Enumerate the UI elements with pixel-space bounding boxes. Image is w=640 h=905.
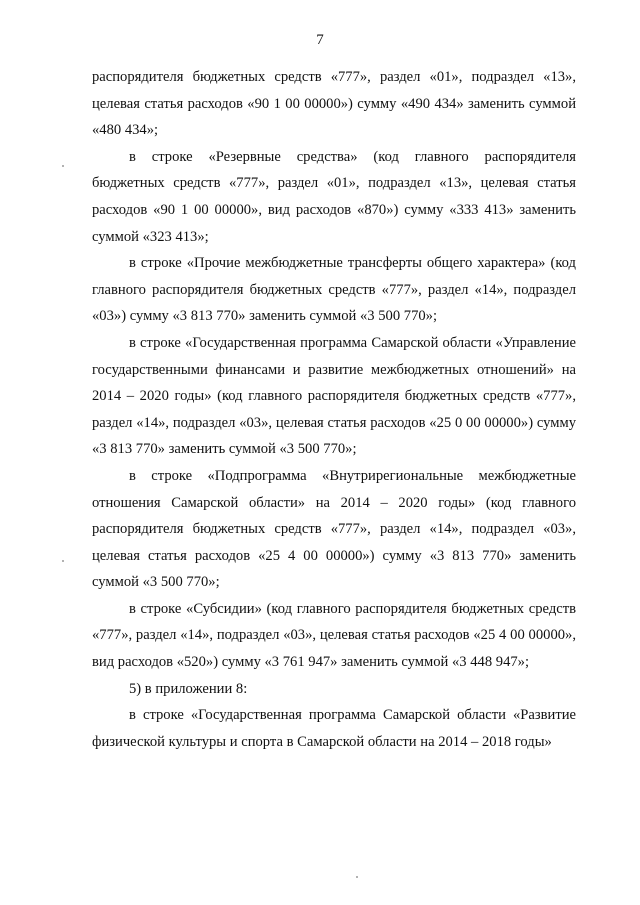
paragraph-reserve-funds: в строке «Резервные средства» (код главного распорядителя бюджетных средств «777», раздел «01», подраздел «13», целевая статья расходов «90 1 00 00000», вид расходов «870») сумму «333 413» заменить суммой «323 413»; — [92, 148, 576, 245]
scan-speck — [62, 165, 64, 167]
paragraph-state-program: в строке «Государственная программа Самарской области «Управление государственными финансами и развитие межбюджетных отношений» на 2014 – 2020 годы» (код главного распорядителя бюджетных средств «777», раздел «14», подраздел «03», целевая статья расходов «25 0 00 00000») сумму «3 813 770» заменить суммой «3 500 770»; — [92, 334, 576, 458]
scan-speck — [62, 560, 64, 562]
paragraph-continuation: распорядителя бюджетных средств «777», раздел «01», подраздел «13», целевая статья расходов «90 1 00 00000») сумму «490 434» заменить суммой «480 434»; — [92, 69, 576, 139]
paragraph-sports-program: в строке «Государственная программа Самарской области «Развитие физической культуры и спорта в Самарской области на 2014 – 2018 годы» — [92, 707, 576, 750]
paragraph-subsidies: в строке «Субсидии» (код главного распорядителя бюджетных средств «777», раздел «14», подраздел «03», целевая статья расходов «25 4 00 00000», вид расходов «520») сумму «3 761 947» заменить суммой «3 448 947»; — [92, 600, 576, 671]
document-body — [92, 64, 576, 755]
paragraph-subprogram: в строке «Подпрограмма «Внутрирегиональные межбюджетные отношения Самарской области» на 2014 – 2020 годы» (код главного распорядителя бюджетных средств «777», раздел «14», подраздел «03», целевая статья расходов «25 4 00 00000») сумму «3 813 770» заменить суммой «3 500 770»; — [92, 467, 576, 591]
scan-speck — [356, 876, 358, 878]
paragraph-appendix-8: 5) в приложении 8: — [129, 680, 248, 697]
paragraph-other-transfers: в строке «Прочие межбюджетные трансферты общего характера» (код главного распорядителя бюджетных средств «777», раздел «14», подраздел «03») сумму «3 813 770» заменить суммой «3 500 770»; — [92, 255, 576, 325]
page-number: 7 — [316, 32, 324, 48]
